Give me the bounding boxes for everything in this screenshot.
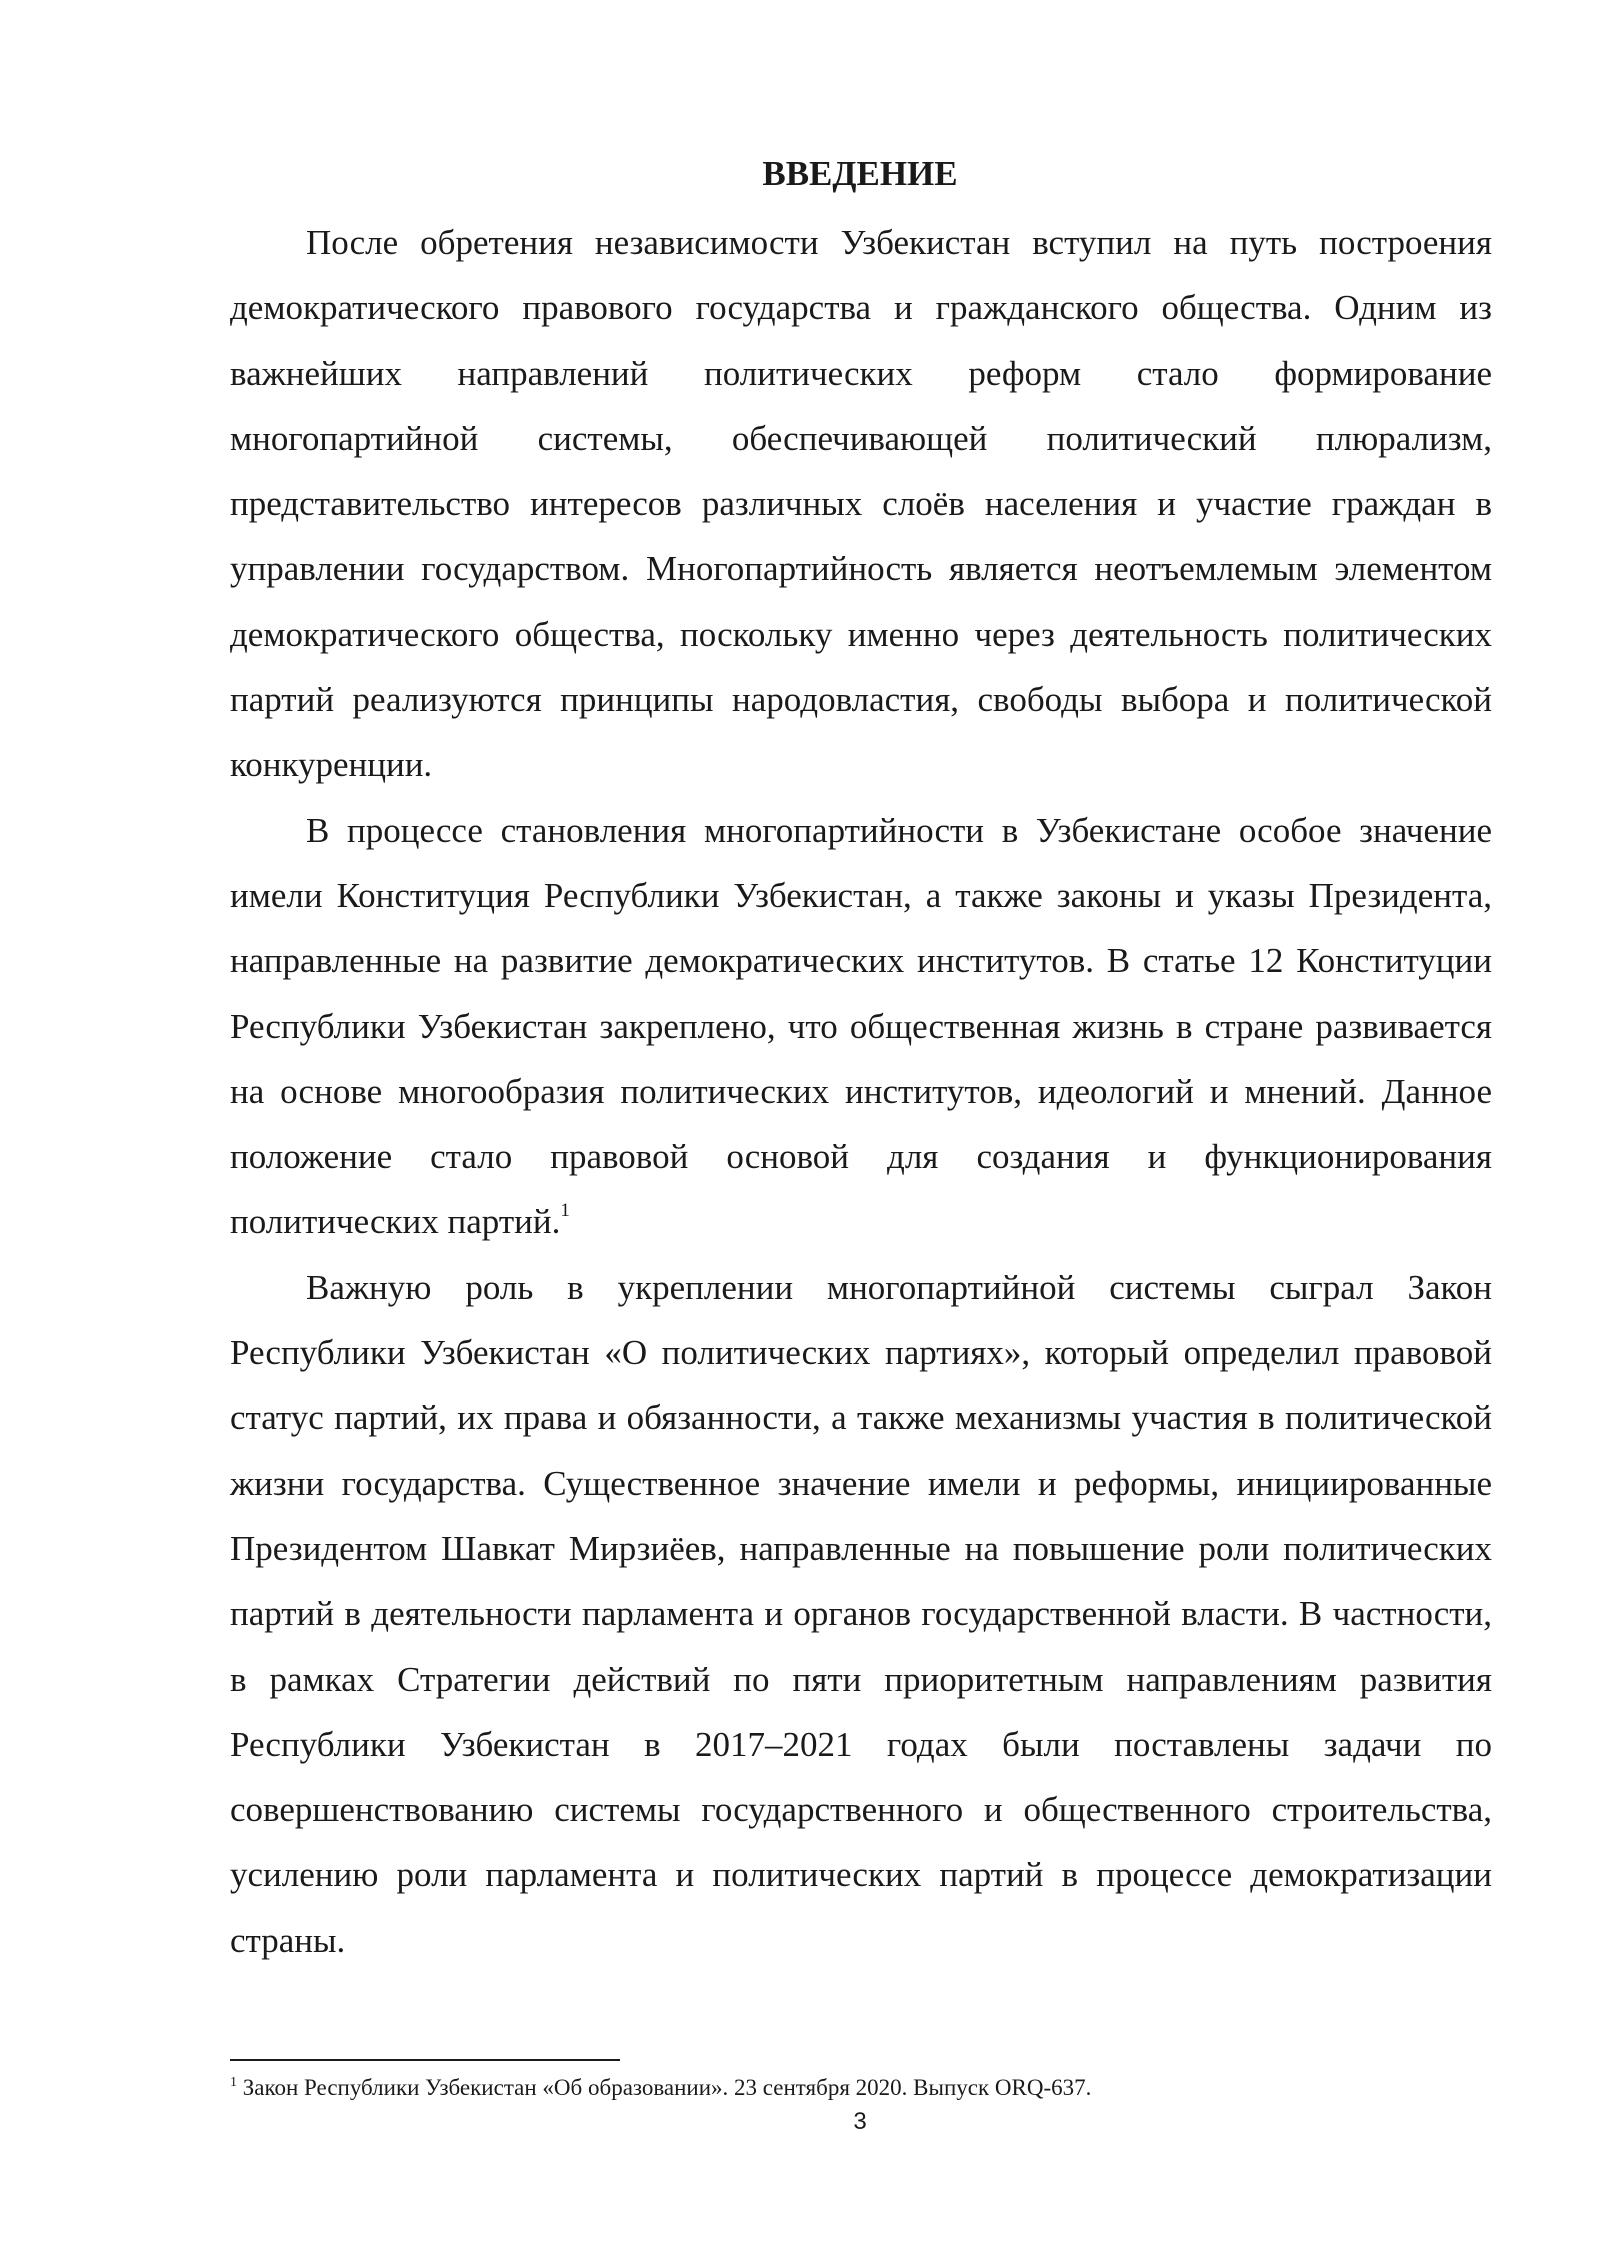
footnote-text: Закон Республики Узбекистан «Об образовании». 23 сентября 2020. Выпуск ORQ-637. — [242, 2075, 1092, 2100]
page-number: 3 — [853, 2108, 867, 2135]
footnote-marker: 1 — [230, 2075, 237, 2090]
paragraph-2-text: В процессе становления многопартийности в Узбекистане особое значение имели Конституция Республики Узбекистан, а также законы и указы Президента, направленные на развитие демократических институтов. В статье 12 Конституции Республики Узбекистан закреплено, что общественная жизнь в стране развивается на основе многообразия политических институтов, идеологий и мнений. Данное положение стало правовой основой для создания и функционирования политических партий. — [230, 810, 1492, 1242]
paragraph-3 — [230, 1255, 1492, 1973]
paragraph-3-text: Важную роль в укреплении многопартийной системы сыграл Закон Республики Узбекистан «О политических партиях», который определил правовой статус партий, их права и обязанности, а также механизмы участия в политической жизни государства. Существенное значение имели и реформы, инициированные Президентом Шавкат Мирзиёев, направленные на повышение роли политических партий в деятельности парламента и органов государственной власти. В частности, в рамках Стратегии действий по пяти приоритетным направлениям развития Республики Узбекистан в 2017–2021 годах были поставлены задачи по совершенствованию системы государственного и общественного строительства, усилению роли парламента и политических партий в процессе демократизации страны. — [230, 1267, 1492, 1960]
footnote — [230, 2073, 1492, 2103]
paragraph-2 — [230, 798, 1492, 1255]
footnote-reference[interactable]: 1 — [560, 1200, 570, 1222]
paragraph-1 — [230, 210, 1492, 798]
body-text — [230, 210, 1492, 1973]
footnote-separator — [230, 2059, 620, 2061]
paragraph-1-text: После обретения независимости Узбекистан вступил на путь построения демократического правового государства и гражданского общества. Одним из важнейших направлений политических реформ стало формирование многопартийной системы, обеспечивающей политический плюрализм, представительство интересов различных слоёв населения и участие граждан в управлении государством. Многопартийность является неотъемлемым элементом демократического общества, поскольку именно через деятельность политических партий реализуются принципы народовластия, свободы выбора и политической конкуренции. — [230, 223, 1492, 785]
section-title: ВВЕДЕНИЕ — [762, 154, 958, 193]
